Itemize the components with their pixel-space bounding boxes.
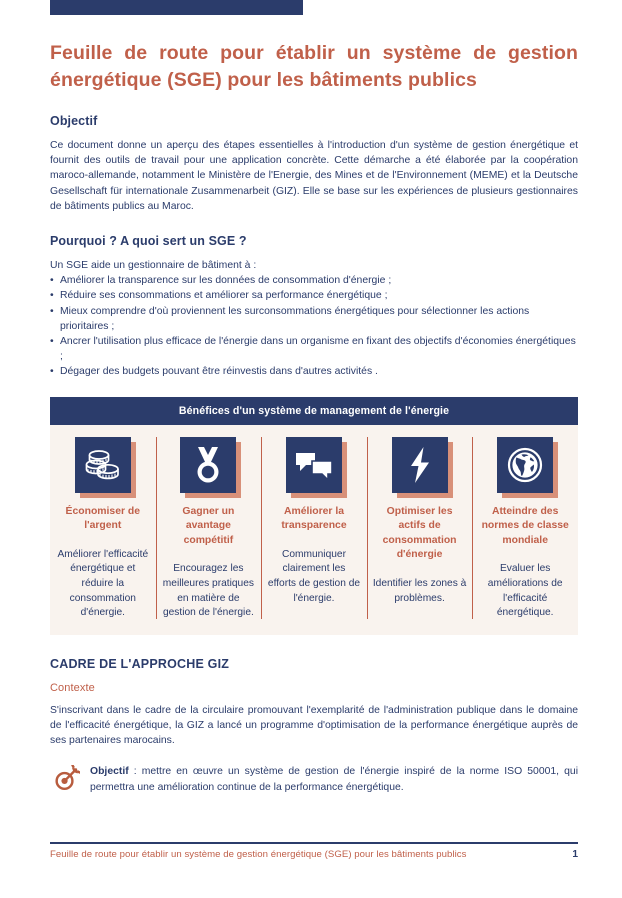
list-item: • Ancrer l'utilisation plus efficace de l'énergie dans un organisme en fixant des objectifs d'économies énergétiques ;	[50, 334, 578, 364]
section-heading-objectif: Objectif	[50, 114, 98, 128]
benefit-title: Économiser de l'argent	[65, 505, 141, 532]
list-item: • Réduire ses consommations et améliorer sa performance énergétique ;	[50, 288, 578, 303]
objectif-callout-body: : mettre en œuvre un système de gestion de l'énergie inspiré de la norme ISO 50001, qui permettra une amélioration continue de la performance énergétique.	[90, 766, 578, 793]
pourquoi-bullet-list	[50, 273, 578, 379]
section-heading-cadre: CADRE DE L'APPROCHE GIZ	[50, 656, 230, 671]
tile	[286, 437, 342, 493]
list-item: • Améliorer la transparence sur les données de consommation d'énergie ;	[50, 273, 578, 288]
benefit-column-economiser	[50, 435, 156, 621]
benefit-icon-tile	[392, 437, 448, 493]
tile	[392, 437, 448, 493]
medal-icon	[193, 446, 223, 484]
objectif-callout-label: Objectif	[90, 766, 129, 778]
coins-icon	[85, 448, 121, 482]
lightning-bolt-icon	[408, 446, 432, 484]
section-heading-pourquoi: Pourquoi ? A quoi sert un SGE ?	[50, 234, 247, 249]
globe-icon	[507, 447, 543, 483]
page-title-line-2: énergétique (SGE) pour les bâtiments publics	[50, 69, 477, 91]
footer	[50, 849, 578, 860]
benefit-column-avantage	[156, 435, 262, 621]
benefit-text: Améliorer l'efficacité énergétique et réduire la consommation d'énergie.	[57, 548, 149, 619]
objectif-callout	[50, 748, 578, 800]
benefits-table	[50, 397, 578, 635]
benefit-text: Evaluer les améliorations de l'efficacité énergétique.	[487, 563, 563, 619]
benefit-column-normes	[472, 435, 578, 621]
tile	[75, 437, 131, 493]
benefit-text: Encouragez les meilleures pratiques en matière de gestion de l'énergie.	[162, 563, 254, 619]
speech-bubbles-icon	[295, 450, 333, 480]
benefits-table-header: Bénéfices d'un système de management de l'énergie	[50, 397, 578, 425]
footer-text: Feuille de route pour établir un système de gestion énergétique (SGE) pour les bâtiments publics	[50, 849, 467, 860]
benefit-icon-tile	[497, 437, 553, 493]
benefit-icon-tile	[180, 437, 236, 493]
footer-page-number: 1	[572, 849, 578, 860]
pourquoi-lead: Un SGE aide un gestionnaire de bâtiment à :	[50, 260, 257, 272]
page-title-line-1: Feuille de route pour établir un système de gestion	[50, 42, 578, 64]
benefit-icon-tile	[286, 437, 342, 493]
benefit-title: Optimiser les actifs de consommation d'énergie	[382, 505, 457, 561]
benefits-table-body	[50, 425, 578, 635]
list-item: • Dégager des budgets pouvant être réinvestis dans d'autres activités .	[50, 364, 578, 379]
footer-divider	[50, 842, 578, 844]
subsection-heading-contexte: Contexte	[50, 681, 95, 694]
benefit-icon-tile	[75, 437, 131, 493]
benefit-text: Communiquer clairement les efforts de gestion de l'énergie.	[267, 548, 361, 604]
objectif-callout-text	[90, 764, 578, 795]
contexte-paragraph: S'inscrivant dans le cadre de la circulaire promouvant l'exemplarité de l'administration publique dans le domaine de l'efficacité énergétique, la GIZ a lancé un programme d'optimisation de la performance énergétique auprès de ses partenaires marocains.	[50, 704, 578, 747]
benefit-title: Atteindre des normes de classe mondiale	[481, 505, 569, 546]
page-title	[50, 0, 578, 94]
benefit-column-transparence	[261, 435, 367, 621]
benefit-title: Gagner un avantage compétitif	[182, 505, 235, 546]
list-item: • Mieux comprendre d'où proviennent les surconsommations énergétiques pour sélectionner les actions prioritaires ;	[50, 304, 578, 334]
benefit-column-optimiser	[367, 435, 473, 621]
benefit-text: Identifier les zones à problèmes.	[372, 578, 467, 604]
tile	[497, 437, 553, 493]
target-icon	[50, 764, 90, 800]
objectif-paragraph: Ce document donne un aperçu des étapes essentielles à l'introduction d'un système de gestion énergétique et fournit des outils de travail pour une application concrète. Cette démarche a été élaborée par la coopération maroco-allemande, notamment le Ministère de l'Energie, des Mines et de l'Environnement (MEME) et la Deutsche Gesellschaft für internationale Zusammenarbeit (GIZ). Elle se base sur les expériences de plusieurs gestionnaires de bâtiments publics au Maroc.	[50, 140, 578, 212]
page-content	[50, 0, 578, 800]
benefit-title: Améliorer la transparence	[281, 505, 347, 532]
tile	[180, 437, 236, 493]
